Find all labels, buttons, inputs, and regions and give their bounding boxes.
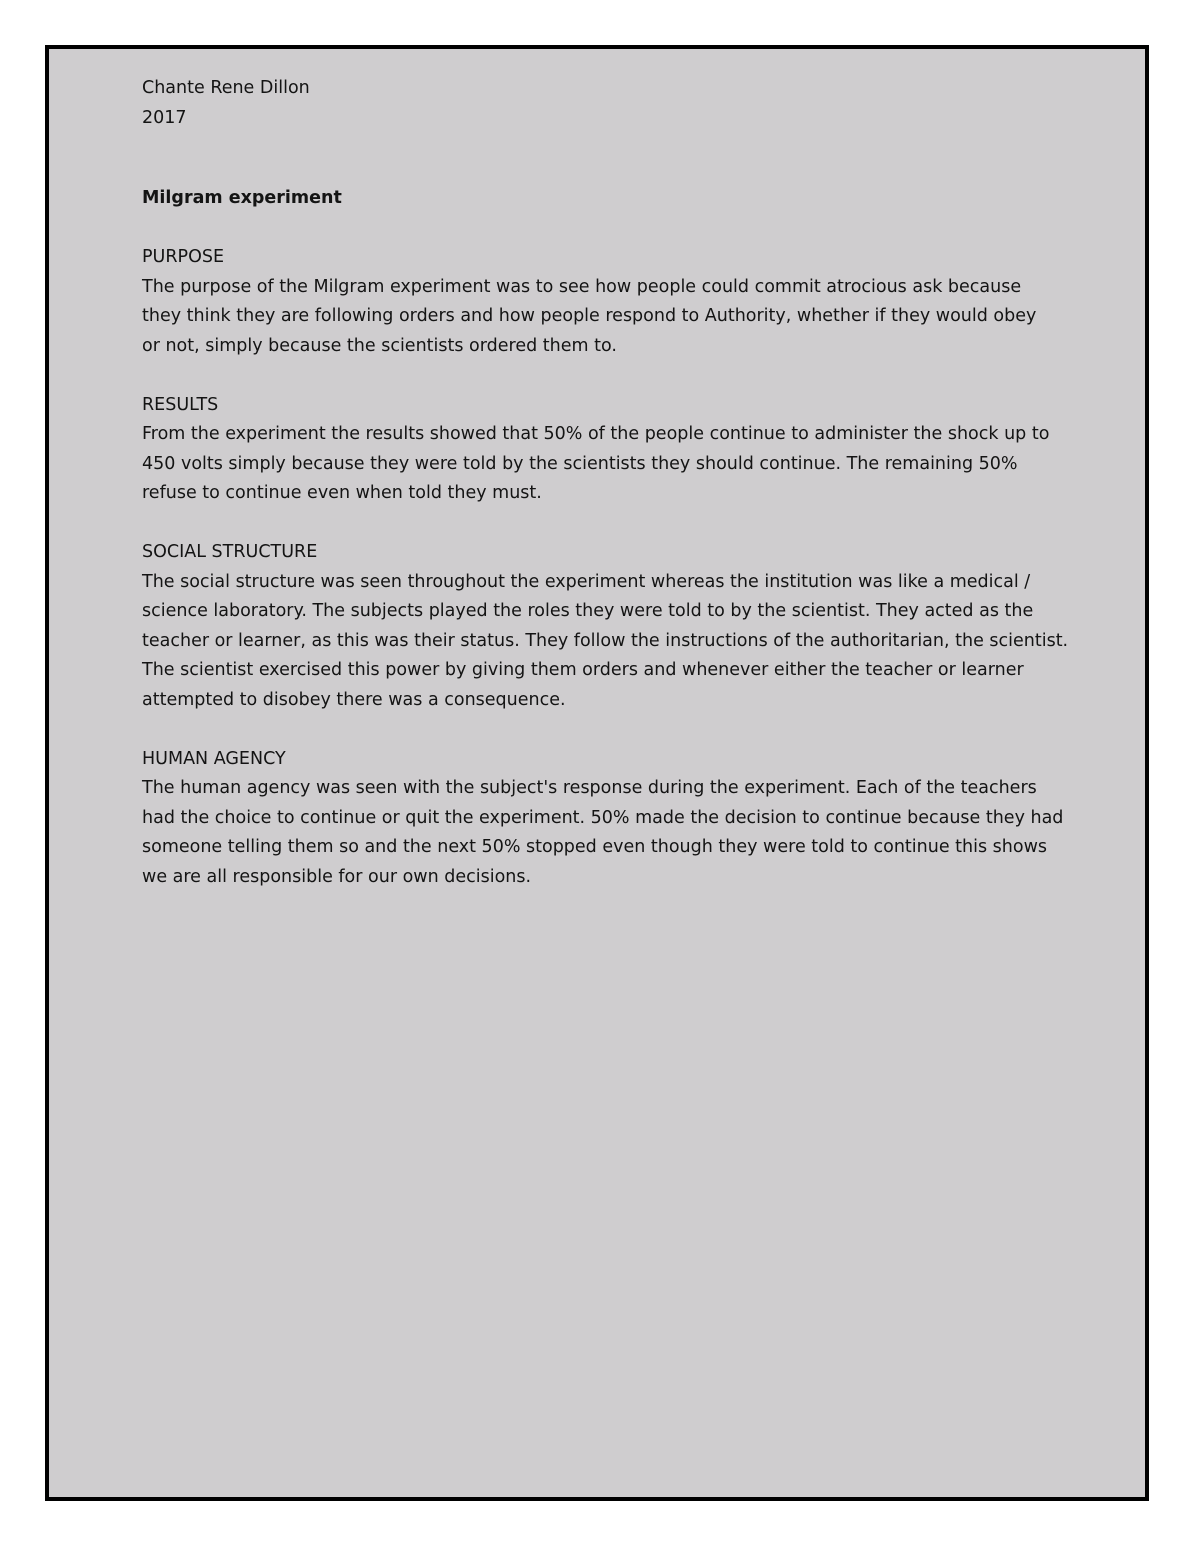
paragraph-line: refuse to continue even when told they must. [142,483,542,503]
paragraph-line: teacher or learner, as this was their status. They follow the instructions of the authoritarian, the scientist. [142,630,1069,651]
section-purpose [142,243,1072,361]
section-human-agency [142,745,1072,893]
paragraph-line: we are all responsible for our own decisions. [142,866,532,887]
section-heading: SOCIAL STRUCTURE [142,542,318,562]
paragraph-line: The social structure was seen throughout the experiment whereas the institution was like a medical / [142,571,1031,592]
section-heading: PURPOSE [142,247,225,267]
document-page [45,45,1149,1501]
author-name: Chante Rene Dillon [142,78,310,98]
document-year: 2017 [142,107,187,128]
paragraph-line: From the experiment the results showed that 50% of the people continue to administer the shock up to [142,424,1050,444]
document-title: Milgram experiment [142,188,342,208]
section-heading: RESULTS [142,394,219,415]
document-content [142,74,1072,892]
paragraph-line: or not, simply because the scientists ordered them to. [142,335,617,356]
paragraph-line: someone telling them so and the next 50% stopped even though they were told to continue this shows [142,837,1048,857]
paragraph-line: they think they are following orders and how people respond to Authority, whether if they would obey [142,306,1037,326]
section-social-structure [142,538,1072,715]
paragraph-line: 450 volts simply because they were told by the scientists they should continue. The remaining 50% [142,453,1018,474]
paragraph-line: had the choice to continue or quit the experiment. 50% made the decision to continue because they had [142,807,1064,828]
section-results [142,391,1072,509]
paragraph-line: The scientist exercised this power by giving them orders and whenever either the teacher or learner [142,660,1024,680]
paragraph-line: science laboratory. The subjects played the roles they were told to by the scientist. They acted as the [142,601,1034,621]
paragraph-line: The purpose of the Milgram experiment was to see how people could commit atrocious ask because [142,276,1022,297]
section-heading: HUMAN AGENCY [142,748,286,769]
paragraph-line: The human agency was seen with the subject's response during the experiment. Each of the teachers [142,778,1037,798]
paragraph-line: attempted to disobey there was a consequence. [142,689,566,710]
